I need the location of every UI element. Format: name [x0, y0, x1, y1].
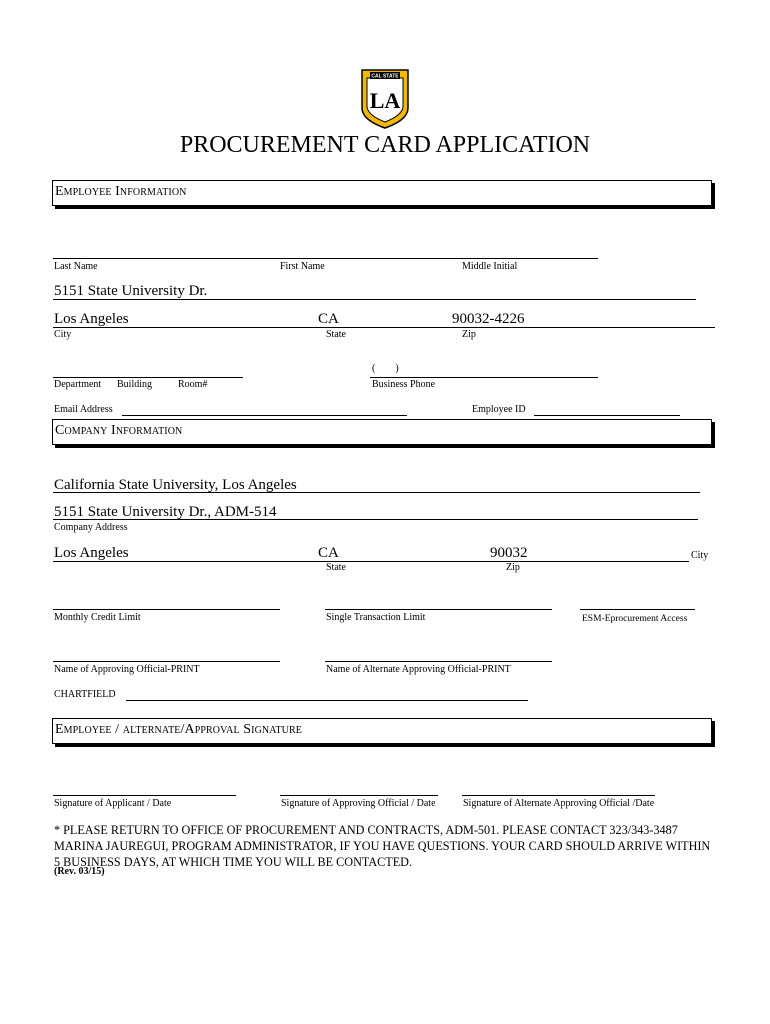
single-limit-label: Single Transaction Limit — [326, 612, 426, 623]
company-state-value: CA — [318, 545, 339, 561]
employee-city-value: Los Angeles — [54, 311, 129, 327]
approving-signature-label: Signature of Approving Official / Date — [281, 798, 436, 809]
first-name-label: First Name — [280, 261, 325, 272]
department-line[interactable] — [53, 377, 243, 378]
last-name-label: Last Name — [54, 261, 98, 272]
signature-section-header — [52, 718, 712, 744]
logo-main-text: LA — [369, 88, 401, 113]
room-label: Room# — [178, 379, 208, 390]
employee-section-header — [52, 180, 712, 206]
building-label: Building — [117, 379, 153, 390]
chartfield-label: CHARTFIELD — [54, 689, 116, 700]
esm-line[interactable] — [580, 609, 695, 610]
name-line[interactable] — [53, 258, 598, 259]
single-limit-line[interactable] — [325, 609, 552, 610]
approving-official-line[interactable] — [53, 661, 280, 662]
employee-city-line[interactable] — [53, 327, 715, 328]
business-phone-label: Business Phone — [372, 379, 436, 390]
department-label: Department — [54, 379, 102, 390]
chartfield-line[interactable] — [126, 700, 528, 701]
approving-official-label: Name of Approving Official-PRINT — [54, 664, 200, 675]
company-name-line[interactable] — [53, 492, 700, 493]
employee-address-line[interactable] — [53, 299, 696, 300]
company-section-header — [52, 419, 712, 445]
esm-label: ESM-Eprocurement Access — [582, 614, 688, 624]
company-city-value: Los Angeles — [54, 545, 129, 561]
company-city-label: City — [691, 550, 709, 561]
monthly-limit-line[interactable] — [53, 609, 280, 610]
employee-city-label: City — [54, 329, 72, 340]
logo-top-text: CAL STATE — [371, 73, 399, 80]
alternate-official-label: Name of Alternate Approving Official-PRINT — [326, 664, 511, 675]
applicant-signature-label: Signature of Applicant / Date — [54, 798, 172, 809]
return-instructions: * PLEASE RETURN TO OFFICE OF PROCUREMENT AND CONTRACTS, ADM-501. PLEASE CONTACT 323/343-3487 MARINA JAUREGUI, PROGRAM ADMINISTRATOR, IF YOU HAVE QUESTIONS. YOUR CARD SHOULD ARRIVE WITHIN 5 BUSINESS DAYS, AT WHICH TIME YOU WILL BE CONTACTED. — [54, 823, 711, 869]
monthly-limit-label: Monthly Credit Limit — [54, 612, 141, 623]
employee-id-label: Employee ID — [472, 404, 526, 415]
employee-id-line[interactable] — [534, 415, 680, 416]
signature-section-title: Employee / alternate/Approval Signature — [55, 722, 302, 737]
company-address-line[interactable] — [53, 519, 698, 520]
revision-label: (Rev. 03/15) — [54, 866, 105, 877]
page-title: PROCUREMENT CARD APPLICATION — [179, 132, 591, 158]
company-address-value: 5151 State University Dr., ADM-514 — [54, 504, 277, 520]
cal-state-la-logo — [358, 64, 412, 130]
company-zip-value: 90032 — [490, 545, 528, 561]
company-address-label: Company Address — [54, 522, 128, 533]
employee-zip-label: Zip — [462, 329, 476, 340]
business-phone-line[interactable] — [370, 377, 598, 378]
middle-initial-label: Middle Initial — [462, 261, 518, 272]
company-city-line[interactable] — [53, 561, 689, 562]
company-name-value: California State University, Los Angeles — [54, 477, 297, 493]
email-line[interactable] — [122, 415, 407, 416]
applicant-signature-line[interactable] — [53, 795, 236, 796]
alternate-signature-label: Signature of Alternate Approving Official /Date — [463, 798, 655, 809]
alternate-signature-line[interactable] — [462, 795, 655, 796]
alternate-official-line[interactable] — [325, 661, 552, 662]
employee-state-value: CA — [318, 311, 339, 327]
company-zip-label: Zip — [506, 562, 520, 573]
employee-section-title: Employee Information — [55, 184, 187, 199]
email-label: Email Address — [54, 404, 113, 415]
employee-zip-value: 90032-4226 — [452, 311, 525, 327]
phone-area-code: ( ) — [372, 363, 399, 374]
company-section-title: Company Information — [55, 423, 183, 438]
employee-state-label: State — [326, 329, 346, 340]
approving-signature-line[interactable] — [280, 795, 438, 796]
employee-address-value: 5151 State University Dr. — [54, 283, 208, 299]
company-state-label: State — [326, 562, 346, 573]
